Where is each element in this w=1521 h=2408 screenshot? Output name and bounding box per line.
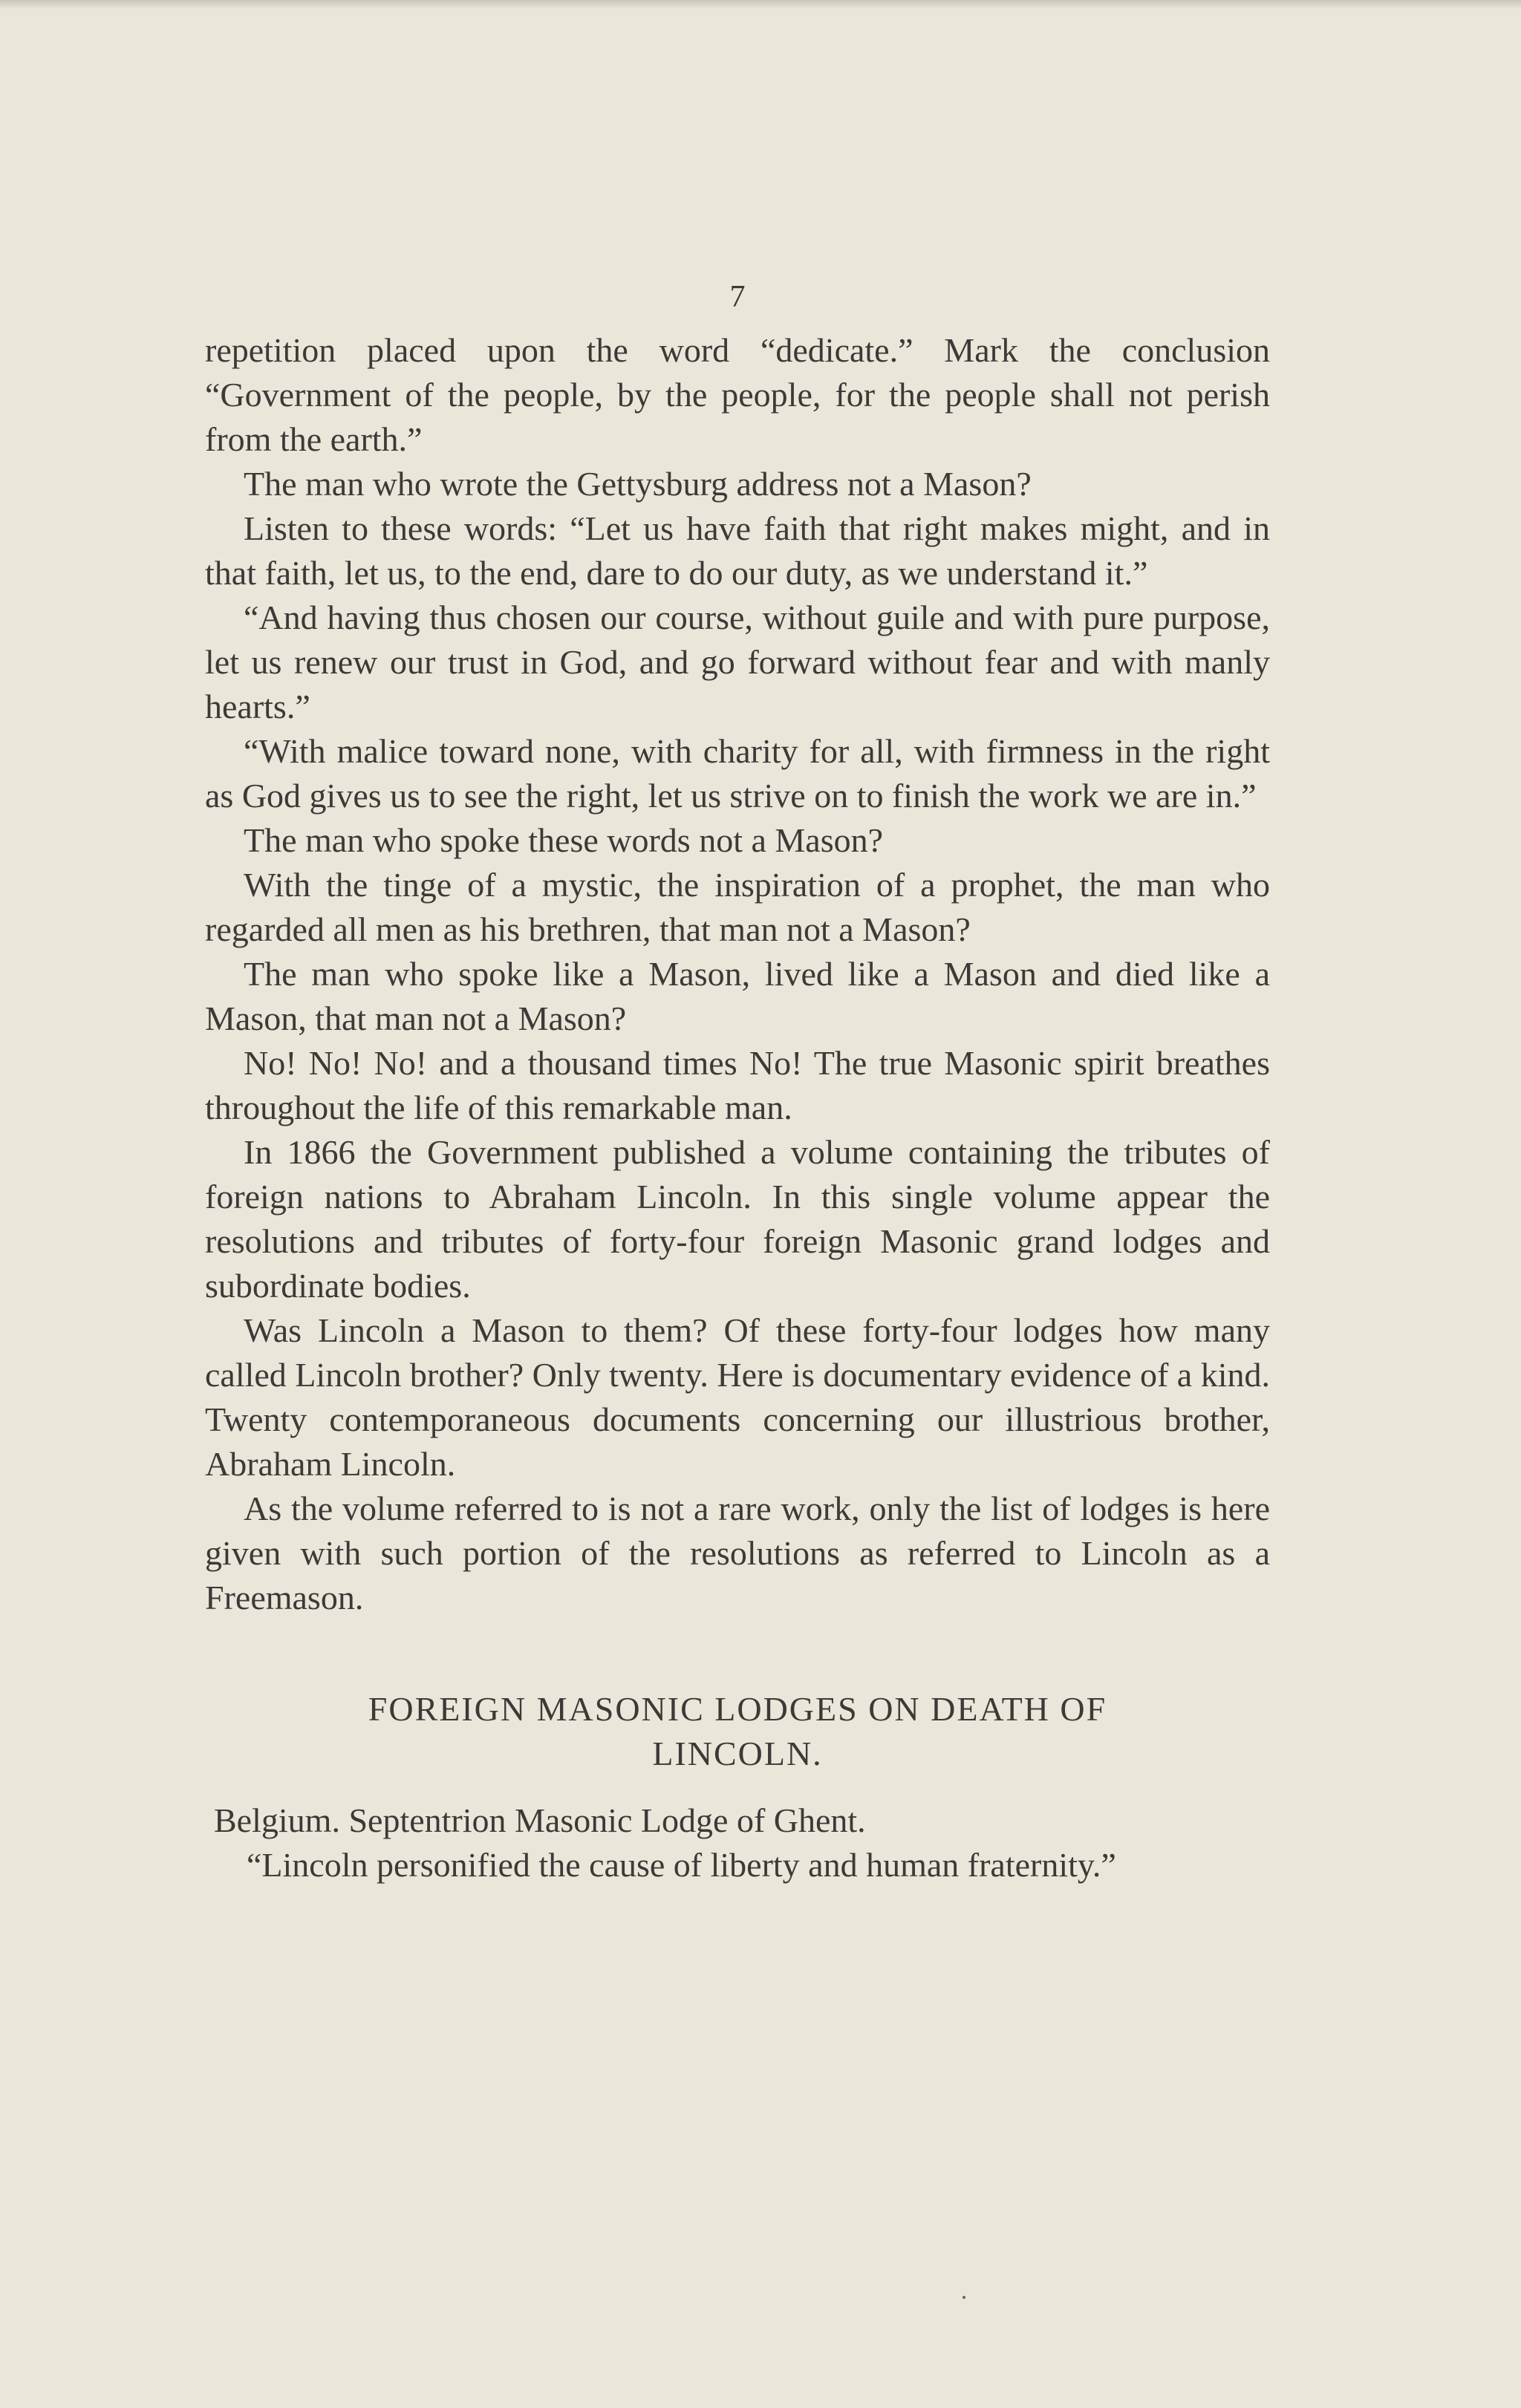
body-text <box>205 328 1270 1620</box>
page-number: 7 <box>729 280 746 314</box>
paragraph: “With malice toward none, with charity for all, with firmness in the right as God gives us to see the right, let us strive on to finish the work we are in.” <box>205 732 1270 815</box>
paragraph: No! No! No! and a thousand times No! The true Masonic spirit breathes throughout the life of this remarkable man. <box>205 1044 1270 1126</box>
section-heading-line: FOREIGN MASONIC LODGES ON DEATH OF <box>368 1690 1107 1728</box>
paragraph: In 1866 the Government published a volume containing the tributes of foreign nations to Abraham Lincoln. In this single volume appear the resolutions and tributes of forty-four foreign Masonic grand lodges and subordinate bodies. <box>205 1133 1270 1305</box>
lodge-name: Belgium. Septentrion Masonic Lodge of Ghent. <box>214 1801 866 1839</box>
paragraph-continuation: repetition placed upon the word “dedicate.” Mark the conclusion “Government of the people, by the people, for the people shall not perish from the earth.” <box>205 331 1270 458</box>
page-top-edge <box>0 0 1521 9</box>
lodge-quote: “Lincoln personified the cause of liberty and human fraternity.” <box>247 1846 1116 1884</box>
section-heading <box>205 1687 1270 1776</box>
paper-speck <box>963 2296 965 2299</box>
paragraph: The man who spoke these words not a Mason? <box>244 821 884 859</box>
paragraph: The man who spoke like a Mason, lived like a Mason and died like a Mason, that man not a Mason? <box>205 955 1270 1037</box>
lodge-entry <box>205 1798 1270 1887</box>
book-page <box>205 275 1270 1887</box>
paragraph: With the tinge of a mystic, the inspiration of a prophet, the man who regarded all men as his brethren, that man not a Mason? <box>205 866 1270 948</box>
paragraph: Listen to these words: “Let us have faith that right makes might, and in that faith, let us, to the end, dare to do our duty, as we understand it.” <box>205 509 1270 592</box>
paragraph: The man who wrote the Gettysburg address not a Mason? <box>244 465 1032 503</box>
section-heading-line: LINCOLN. <box>652 1735 823 1772</box>
paragraph: “And having thus chosen our course, without guile and with pure purpose, let us renew our trust in God, and go forward without fear and with manly hearts.” <box>205 598 1270 725</box>
paragraph: As the volume referred to is not a rare work, only the list of lodges is here given with such portion of the resolutions as referred to Lincoln as a Freemason. <box>205 1489 1270 1616</box>
paragraph: Was Lincoln a Mason to them? Of these forty-four lodges how many called Lincoln brother? Only twenty. Here is documentary evidence of a kind. Twenty contemporaneous documents concerning our illustrious brother, Abraham Lincoln. <box>205 1311 1270 1483</box>
